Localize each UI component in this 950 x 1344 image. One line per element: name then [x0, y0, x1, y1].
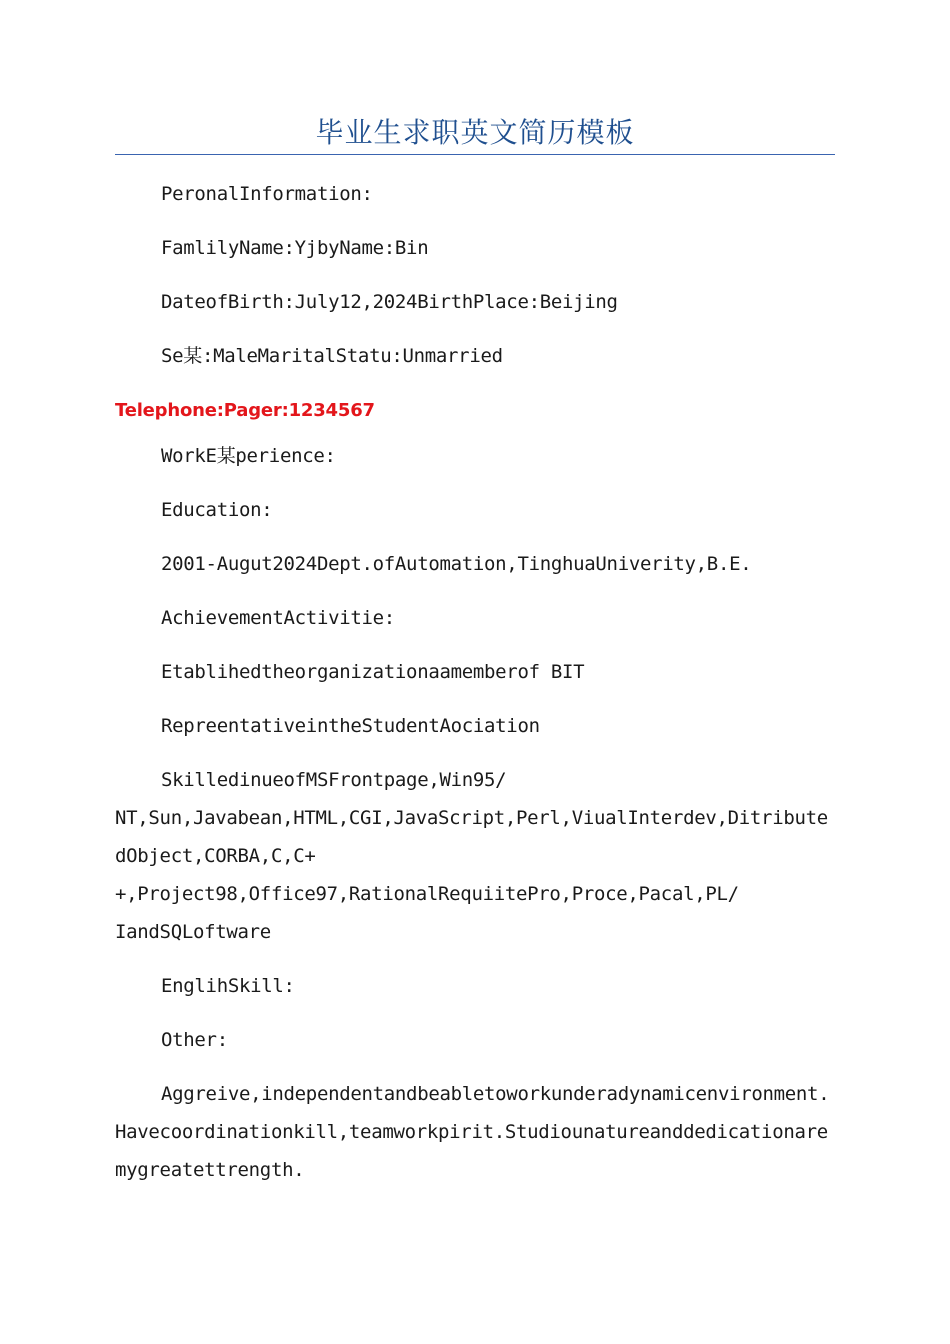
education-heading: Education: — [161, 499, 273, 521]
skills-line-2: NT,Sun,Javabean,HTML,CGI,JavaScript,Perl,ViualInterdev,Ditribute — [115, 807, 828, 829]
family-name-line: FamlilyName:YjbyName:Bin — [161, 237, 429, 259]
achievement-heading: AchievementActivitie: — [161, 607, 395, 629]
work-experience-heading: WorkE某perience: — [161, 445, 336, 467]
skills-line-3: dObject,CORBA,C,C+ — [115, 845, 316, 867]
education-detail-line: 2001-Augut2024Dept.ofAutomation,TinghuaUniverity,B.E. — [161, 553, 752, 575]
other-line-3: mygreatettrength. — [115, 1159, 305, 1181]
other-line-2: Havecoordinationkill,teamworkpirit.Studiounatureanddedicationare — [115, 1121, 828, 1143]
date-of-birth-line: DateofBirth:July12,2024BirthPlace:Beijing — [161, 291, 618, 313]
established-line: Etablihedtheorganizationaamemberof BIT — [161, 661, 585, 683]
sex-marital-line: Se某:MaleMaritalStatu:Unmarried — [161, 345, 503, 367]
skills-line-4: +,Project98,Office97,RationalRequiitePro,Proce,Pacal,PL/ — [115, 883, 739, 905]
representative-line: RepreentativeintheStudentAociation — [161, 715, 540, 737]
skills-line-5: IandSQLoftware — [115, 921, 271, 943]
personal-info-heading: PeronalInformation: — [161, 183, 373, 205]
other-line-1: Aggreive,independentandbeabletoworkunderadynamicenvironment. — [161, 1083, 830, 1105]
english-skill-heading: EnglihSkill: — [161, 975, 295, 997]
document-title: 毕业生求职英文简历模板 — [315, 116, 635, 149]
skills-line-1: SkilledinueofMSFrontpage,Win95/ — [161, 769, 507, 791]
telephone-line: Telephone:Pager:1234567 — [115, 400, 375, 421]
other-heading: Other: — [161, 1029, 228, 1051]
title-underline — [115, 154, 835, 155]
